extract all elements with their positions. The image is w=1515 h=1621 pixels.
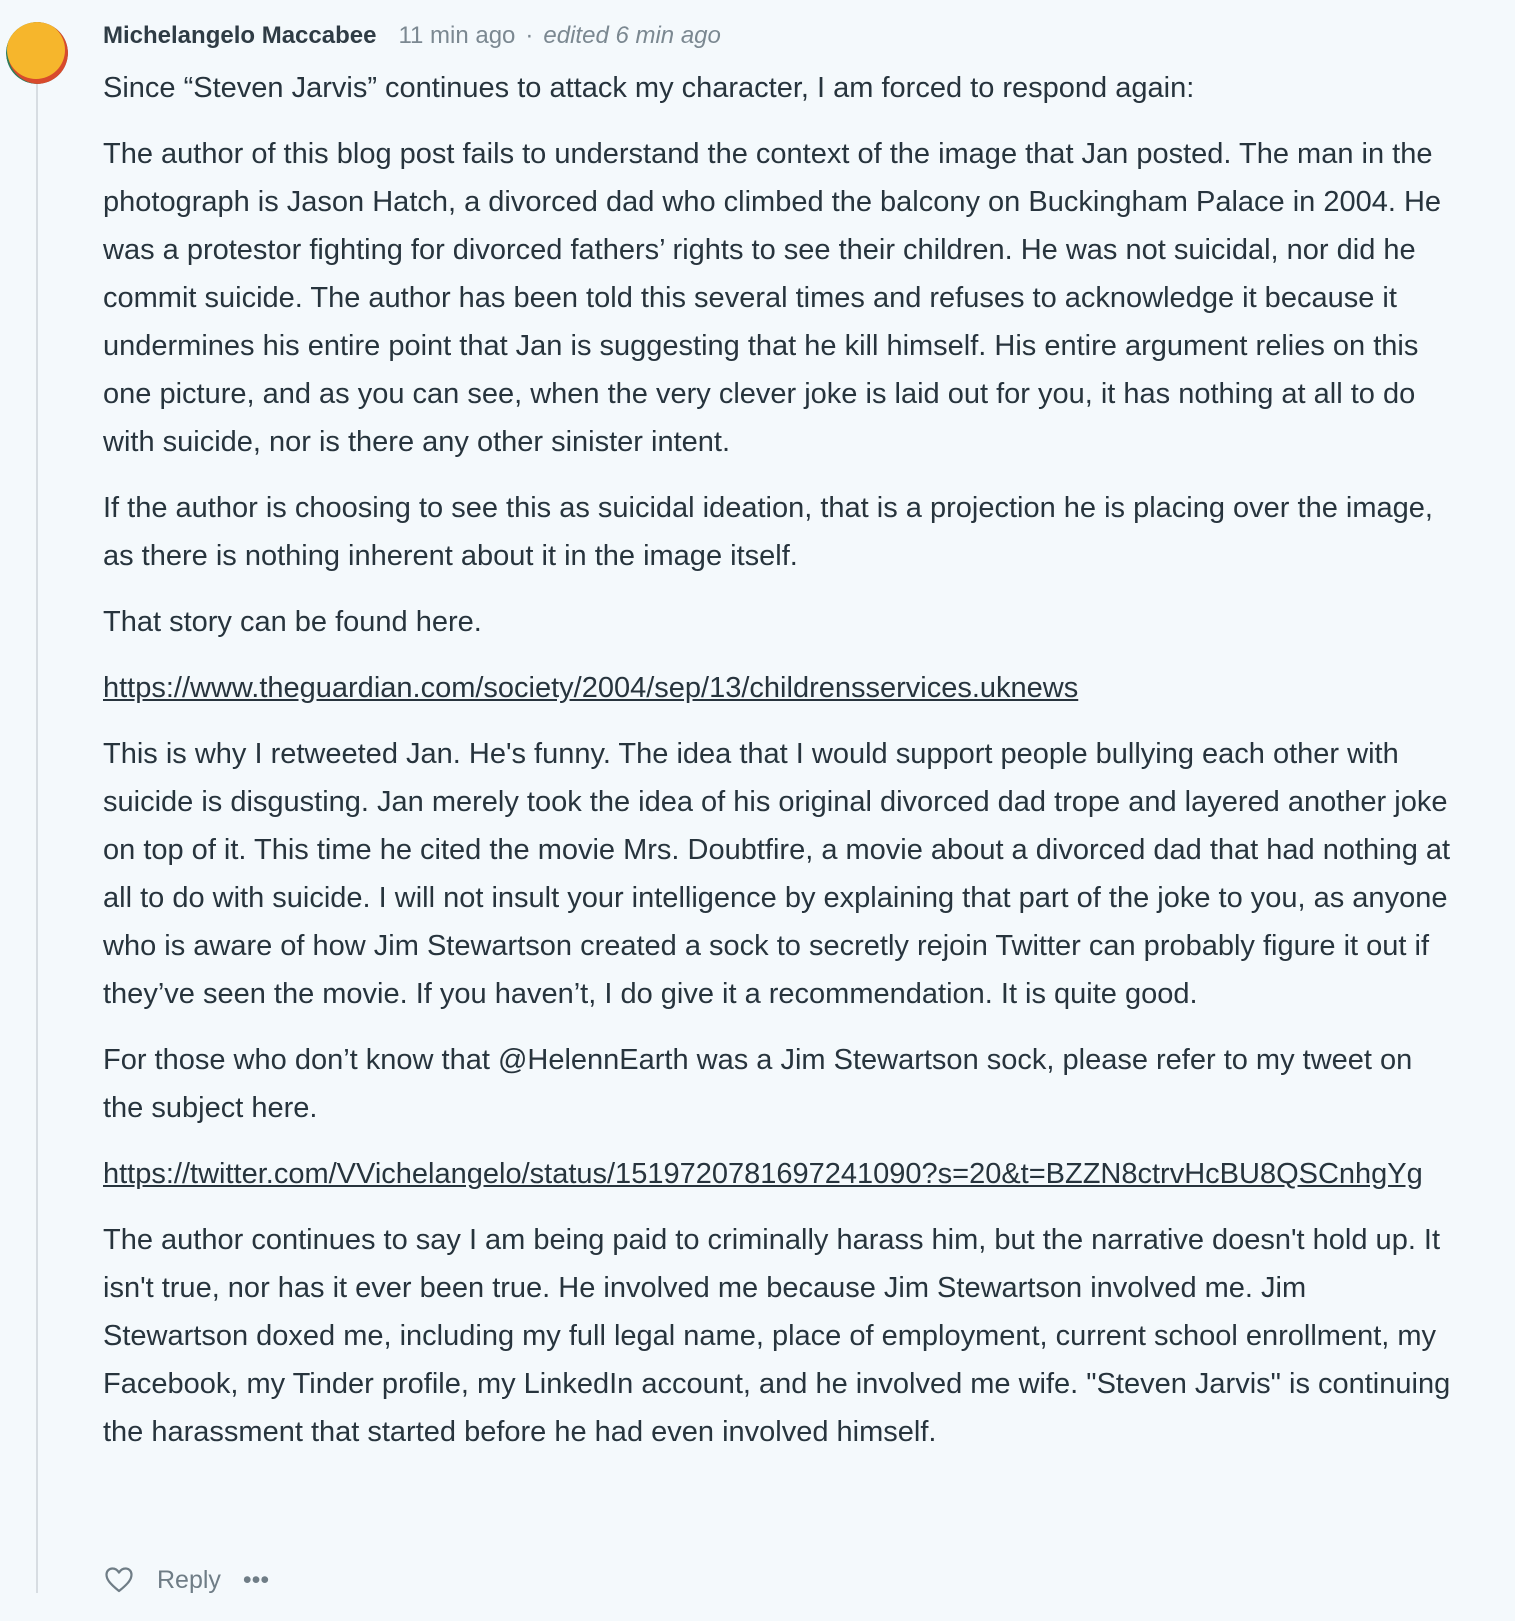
heart-icon (105, 1567, 133, 1593)
comment-body (103, 64, 1459, 1474)
comment-timestamp[interactable]: 11 min ago (398, 22, 516, 49)
comment-meta (103, 18, 721, 54)
comment-paragraph: The author continues to say I am being paid to criminally harass him, but the narrative doesn't hold up. It isn't true, nor has it ever been true. He involved me because Jim Stewartson involved me. Jim Stewartson doxed me, including my full legal name, place of employment, current school enrollment, my Facebook, my Tinder profile, my LinkedIn account, and he involved me wife. "Steven Jarvis" is continuing the harassment that started before he had even involved himself. (103, 1224, 1451, 1448)
thread-line[interactable] (36, 80, 38, 1593)
comment-paragraph: That story can be found here. (103, 606, 482, 638)
twitter-link[interactable]: https://twitter.com/VVichelangelo/status/1519720781697241090?s=20&t=BZZN8ctrvHcBU8QSCnhgYg (103, 1158, 1423, 1190)
comment-paragraph: This is why I retweeted Jan. He's funny. The idea that I would support people bullying each other with suicide is disgusting. Jan merely took the idea of his original divorced dad trope and layered another joke on top of it. This time he cited the movie Mrs. Doubtfire, a movie about a divorced dad that had nothing at all to do with suicide. I will not insult your intelligence by explaining that part of the joke to you, as anyone who is aware of how Jim Stewartson created a sock to secretly rejoin Twitter can probably figure it out if they’ve seen the movie. If you haven’t, I do give it a recommendation. It is quite good. (103, 738, 1451, 1010)
comment-paragraph: For those who don’t know that @HelennEarth was a Jim Stewartson sock, please refer to my tweet on the subject here. (103, 1044, 1413, 1124)
reply-button[interactable]: Reply (157, 1565, 221, 1594)
author-name[interactable]: Michelangelo Maccabee (103, 22, 377, 49)
comment-actions (103, 1560, 269, 1600)
comment-paragraph: Since “Steven Jarvis” continues to attack my character, I am forced to respond again: (103, 72, 1195, 104)
more-options-button[interactable]: ••• (242, 1565, 270, 1594)
comment-paragraph: If the author is choosing to see this as suicidal ideation, that is a projection he is placing over the image, as there is nothing inherent about it in the image itself. (103, 492, 1433, 572)
avatar-image (6, 22, 68, 84)
like-button[interactable] (103, 1564, 135, 1596)
avatar[interactable] (6, 22, 68, 84)
comment-paragraph: The author of this blog post fails to understand the context of the image that Jan posted. The man in the photograph is Jason Hatch, a divorced dad who climbed the balcony on Buckingham Palace in 2004. He was a protestor fighting for divorced fathers’ rights to see their children. He was not suicidal, nor did he commit suicide. The author has been told this several times and refuses to acknowledge it because it undermines his entire point that Jan is suggesting that he kill himself. His entire argument relies on this one picture, and as you can see, when the very clever joke is laid out for you, it has nothing at all to do with suicide, nor is there any other sinister intent. (103, 138, 1442, 458)
guardian-link[interactable]: https://www.theguardian.com/society/2004/sep/13/childrensservices.uknews (103, 672, 1079, 704)
comment-paragraph (103, 664, 1459, 712)
edited-label: edited 6 min ago (543, 22, 721, 49)
comment-paragraph (103, 1150, 1459, 1198)
meta-separator: · (525, 22, 534, 49)
